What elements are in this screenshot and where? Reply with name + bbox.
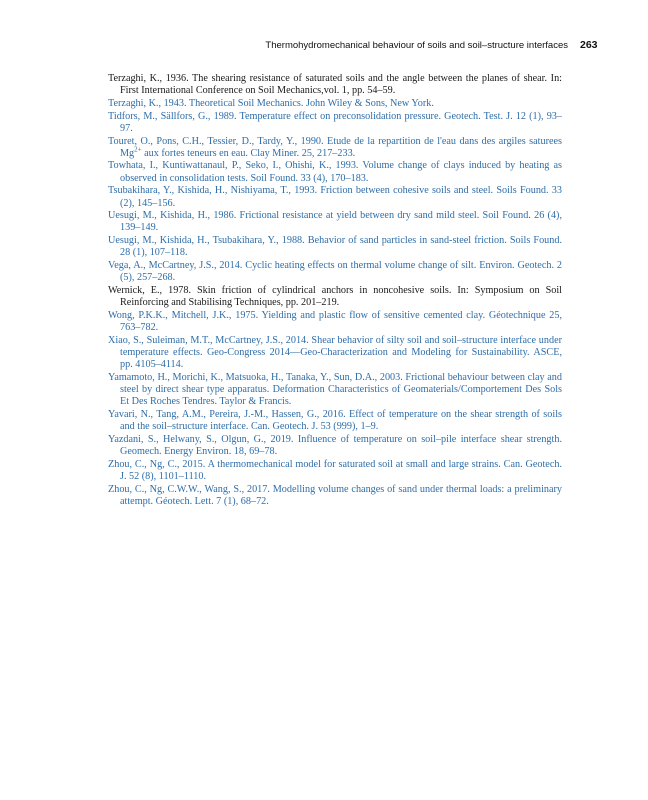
reference-item[interactable]: Towhata, I., Kuntiwattanaul, P., Seko, I., Ohishi, K., 1993. Volume change of clays induced by heating as observed in consolidation tests. Soil Found. 33 (4), 170–183. [108,160,562,184]
reference-item[interactable]: Yamamoto, H., Morichi, K., Matsuoka, H., Tanaka, Y., Sun, D.A., 2003. Frictional behaviour between clay and steel by direct shear type apparatus. Deformation Characteristics of Geomaterials/Comportement Des Sols Et Des Roches Tendres. Taylor & Francis. [108,371,562,408]
reference-item[interactable]: Zhou, C., Ng, C.W.W., Wang, S., 2017. Modelling volume changes of sand under thermal loads: a preliminary attempt. Géotech. Lett. 7 (1), 68–72. [108,483,562,507]
reference-item[interactable]: Yazdani, S., Helwany, S., Olgun, G., 2019. Influence of temperature on soil–pile interface shear strength. Geomech. Energy Environ. 18, 69–78. [108,433,562,458]
reference-item[interactable]: Zhou, C., Ng, C., 2015. A thermomechanical model for saturated soil at small and large strains. Can. Geotech. J. 52 (8), 1101–1110. [108,458,562,482]
reference-item[interactable]: Xiao, S., Suleiman, M.T., McCartney, J.S., 2014. Shear behavior of silty soil and soil–structure interface under temperature effects. Geo-Congress 2014—Geo-Characterization and Modeling for Sustainability. ASCE, pp. 4105–4114. [108,334,562,371]
superscript-charge: 2+ [134,145,142,154]
reference-item: Terzaghi, K., 1936. The shearing resistance of saturated soils and the angle between the planes of shear. In: First International Conference on Soil Mechanics,vol. 1, pp. 54–59. [108,73,562,97]
reference-item[interactable]: Terzaghi, K., 1943. Theoretical Soil Mechanics. John Wiley & Sons, New York. [108,97,434,109]
reference-item[interactable]: Tsubakihara, Y., Kishida, H., Nishiyama, T., 1993. Friction between cohesive soils and steel. Soils Found. 33 (2), 145–156. [108,185,562,209]
reference-item[interactable]: Tidfors, M., Sällfors, G., 1989. Temperature effect on preconsolidation pressure. Geotech. Test. J. 12 (1), 93–97. [108,110,562,134]
reference-item[interactable] [108,136,562,160]
reference-item[interactable]: Uesugi, M., Kishida, H., 1986. Frictional resistance at yield between dry sand mild steel. Soil Found. 26 (4), 139–149. [108,210,562,234]
running-head: Thermohydromechanical behaviour of soils and soil–structure interfaces [265,40,568,51]
reference-item[interactable]: Uesugi, M., Kishida, H., Tsubakihara, Y., 1988. Behavior of sand particles in sand-steel friction. Soils Found. 28 (1), 107–118. [108,235,562,259]
reference-list [108,73,562,509]
reference-text: Touret, O., Pons, C.H., Tessier, D., Tardy, Y., 1990. Etude de la repartition de l'eau dans des argiles saturees Mg [108,135,562,159]
reference-item: Wernick, E., 1978. Skin friction of cylindrical anchors in noncohesive soils. In: Symposium on Soil Reinforcing and Stabilising Techniques, pp. 201–219. [108,284,562,309]
reference-item[interactable]: Vega, A., McCartney, J.S., 2014. Cyclic heating effects on thermal volume change of silt. Environ. Geotech. 2 (5), 257–268. [108,260,562,284]
reference-item[interactable]: Yavari, N., Tang, A.M., Pereira, J.-M., Hassen, G., 2016. Effect of temperature on the shear strength of soils and the soil–structure interface. Can. Geotech. J. 53 (999), 1–9. [108,408,562,433]
reference-text: aux fortes teneurs en eau. Clay Miner. 25, 217–233. [141,147,356,159]
reference-item[interactable]: Wong, P.K.K., Mitchell, J.K., 1975. Yielding and plastic flow of sensitive cemented clay. Géotechnique 25, 763–782. [108,309,562,334]
page-number: 263 [580,39,598,51]
